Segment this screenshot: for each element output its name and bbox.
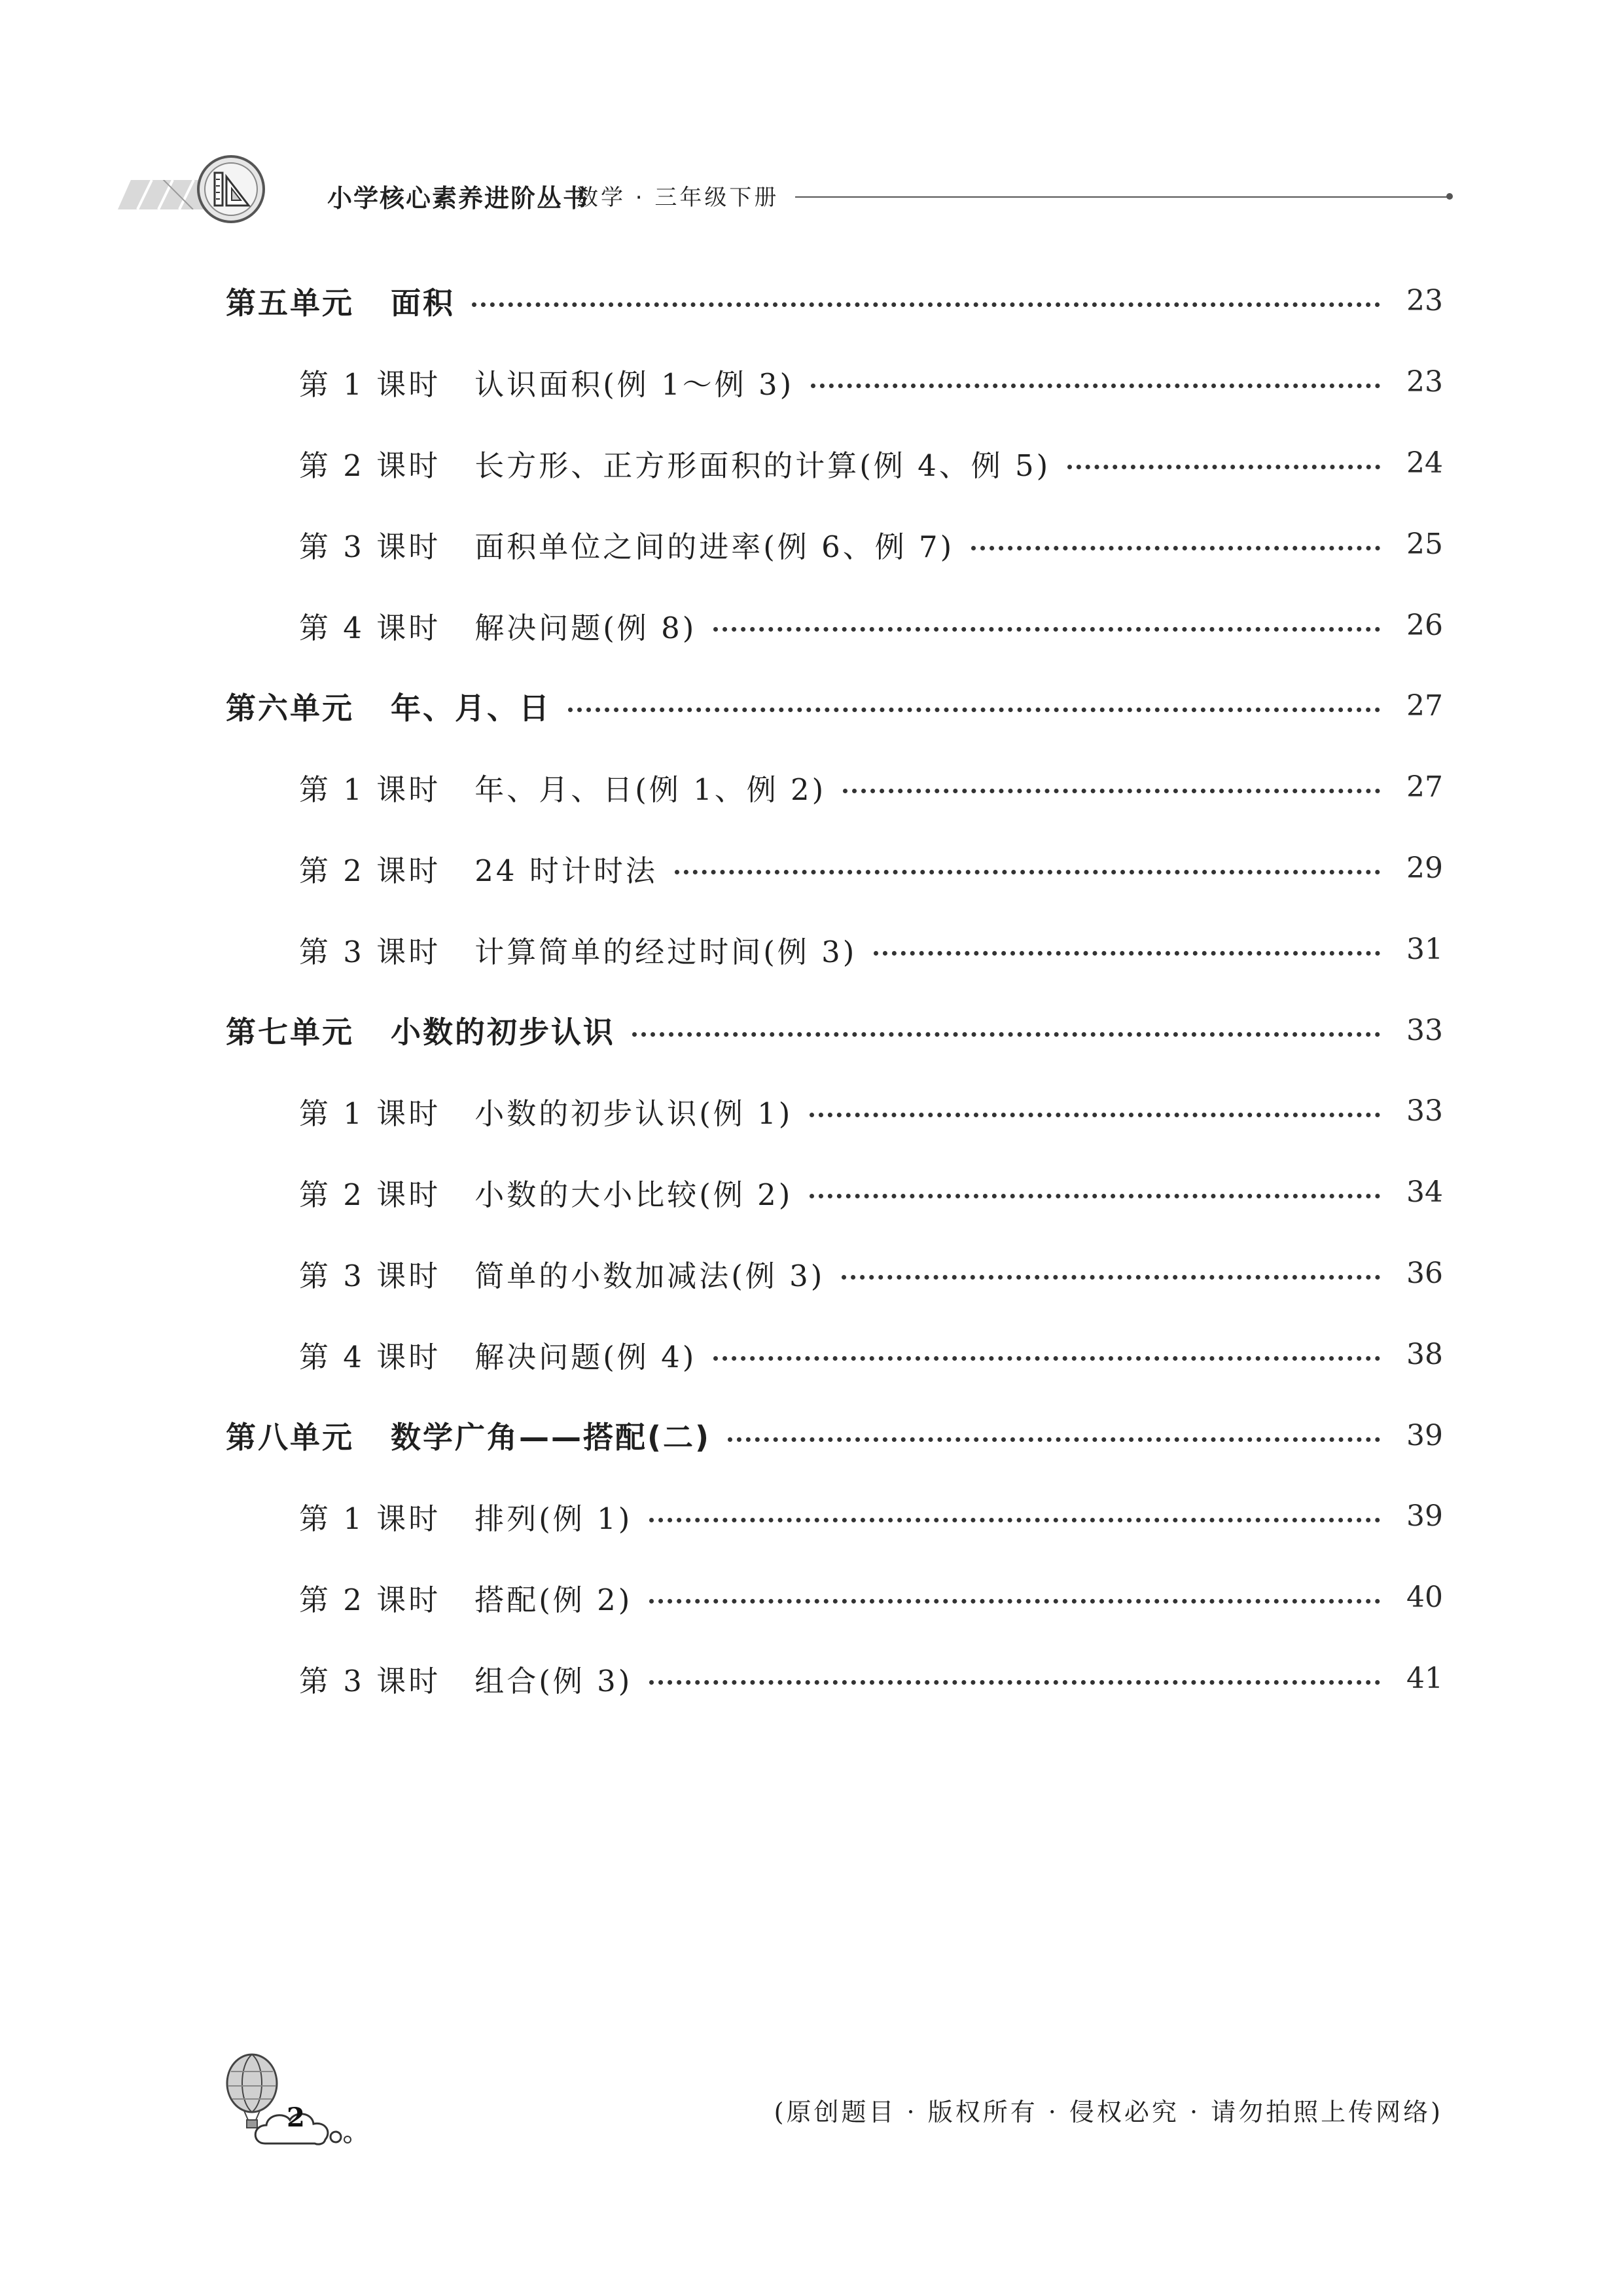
toc-page-number: 40 [1406, 1581, 1443, 1615]
copyright-notice: (原创题目 · 版权所有 · 侵权必究 · 请勿拍照上传网络) [774, 2098, 1443, 2126]
toc-lesson-label: 第 1 课时 [299, 367, 441, 403]
dot-leader [842, 1275, 1380, 1280]
toc-page-number: 33 [1406, 1094, 1443, 1128]
dot-leader [632, 1032, 1380, 1037]
toc-lesson-title: 年、月、日(例 1、例 2) [474, 772, 827, 808]
dot-leader [843, 789, 1380, 793]
toc-unit-title: 数学广角——搭配(二) [391, 1420, 711, 1456]
toc-unit-label: 第八单元 [226, 1420, 354, 1456]
dot-leader [811, 384, 1380, 388]
toc-lesson-row[interactable] [226, 1071, 1443, 1152]
dot-leader [649, 1680, 1380, 1685]
toc-page-number: 24 [1406, 446, 1443, 480]
toc-lesson-title: 小数的初步认识(例 1) [474, 1096, 793, 1132]
toc-lesson-label: 第 2 课时 [299, 853, 441, 888]
toc-unit-label: 第七单元 [226, 1014, 354, 1050]
toc-page-number: 26 [1406, 608, 1443, 642]
toc-page-number: 23 [1406, 284, 1443, 318]
toc-page-number: 29 [1406, 851, 1443, 885]
toc-page-number: 25 [1406, 527, 1443, 561]
toc-unit-row[interactable] [226, 1395, 1443, 1476]
toc-page-number: 41 [1406, 1661, 1443, 1695]
hot-air-balloon-cloud-icon [219, 2052, 370, 2150]
toc-lesson-label: 第 2 课时 [299, 1177, 441, 1213]
toc-unit-title: 年、月、日 [391, 690, 551, 726]
toc-page-number: 38 [1406, 1337, 1443, 1371]
dot-leader [874, 951, 1380, 956]
toc-unit-label: 第五单元 [226, 285, 354, 321]
toc-page-number: 31 [1406, 932, 1443, 966]
toc-lesson-row[interactable] [226, 1476, 1443, 1557]
toc-lesson-row[interactable] [226, 1557, 1443, 1638]
toc-lesson-label: 第 2 课时 [299, 1583, 441, 1618]
toc-lesson-title: 排列(例 1) [474, 1501, 633, 1537]
toc-lesson-title: 简单的小数加减法(例 3) [474, 1258, 825, 1293]
toc-lesson-title: 24 时计时法 [474, 853, 658, 888]
toc-lesson-label: 第 3 课时 [299, 934, 441, 969]
toc-lesson-row[interactable] [226, 503, 1443, 584]
toc-lesson-label: 第 1 课时 [299, 1501, 441, 1537]
toc-lesson-row[interactable] [226, 828, 1443, 909]
toc-lesson-label: 第 3 课时 [299, 1258, 441, 1293]
header-divider-end-dot [1446, 193, 1453, 200]
toc-lesson-row[interactable] [226, 342, 1443, 423]
toc-lesson-label: 第 1 课时 [299, 772, 441, 808]
toc-lesson-row[interactable] [226, 1638, 1443, 1719]
dot-leader [472, 302, 1380, 307]
toc-unit-label: 第六单元 [226, 690, 354, 726]
toc-lesson-title: 解决问题(例 4) [474, 1339, 697, 1374]
toc-unit-row[interactable] [226, 666, 1443, 747]
page-number: 2 [287, 2102, 305, 2133]
toc-lesson-row[interactable] [226, 1233, 1443, 1314]
ruler-triangle-logo-icon [195, 153, 267, 225]
toc-lesson-label: 第 2 课时 [299, 448, 441, 483]
toc-page-number: 36 [1406, 1256, 1443, 1290]
toc-page-number: 39 [1406, 1499, 1443, 1534]
toc-lesson-row[interactable] [226, 747, 1443, 828]
toc-lesson-label: 第 4 课时 [299, 1339, 441, 1374]
toc-lesson-label: 第 4 课时 [299, 610, 441, 645]
toc-lesson-row[interactable] [226, 1314, 1443, 1395]
toc-lesson-title: 搭配(例 2) [474, 1583, 633, 1618]
page-header [118, 144, 1453, 236]
dot-leader [568, 708, 1380, 712]
subject-grade-label: 数学 · 三年级下册 [576, 185, 779, 211]
toc-lesson-title: 面积单位之间的进率(例 6、例 7) [474, 529, 955, 564]
dot-leader [713, 627, 1380, 632]
toc-page-number: 27 [1406, 770, 1443, 804]
dot-leader [675, 870, 1380, 874]
dot-leader [649, 1599, 1380, 1604]
toc-lesson-row[interactable] [226, 423, 1443, 504]
dot-leader [713, 1356, 1380, 1361]
series-title: 小学核心素养进阶丛书 [327, 184, 590, 213]
toc-lesson-title: 组合(例 3) [474, 1663, 633, 1698]
toc-page-number: 33 [1406, 1013, 1443, 1047]
dot-leader [1067, 465, 1380, 469]
toc-unit-title: 面积 [391, 285, 455, 321]
dot-leader [728, 1437, 1380, 1442]
toc-page-number: 23 [1406, 365, 1443, 399]
toc-unit-title: 小数的初步认识 [391, 1014, 615, 1050]
toc-unit-row[interactable] [226, 260, 1443, 342]
dot-leader [810, 1113, 1380, 1117]
toc-lesson-row[interactable] [226, 908, 1443, 990]
toc-lesson-title: 长方形、正方形面积的计算(例 4、例 5) [474, 448, 1051, 483]
dot-leader [649, 1518, 1380, 1522]
toc-lesson-row[interactable] [226, 584, 1443, 666]
toc-lesson-label: 第 3 课时 [299, 529, 441, 564]
toc-lesson-title: 计算简单的经过时间(例 3) [474, 934, 857, 969]
header-divider [795, 196, 1450, 198]
toc-lesson-title: 认识面积(例 1～例 3) [474, 367, 794, 403]
toc-lesson-title: 小数的大小比较(例 2) [474, 1177, 793, 1213]
toc-page-number: 27 [1406, 689, 1443, 723]
table-of-contents [226, 260, 1443, 1719]
toc-lesson-label: 第 3 课时 [299, 1663, 441, 1698]
toc-lesson-row[interactable] [226, 1152, 1443, 1233]
toc-lesson-label: 第 1 课时 [299, 1096, 441, 1132]
dot-leader [971, 546, 1380, 550]
toc-page-number: 39 [1406, 1418, 1443, 1452]
toc-lesson-title: 解决问题(例 8) [474, 610, 697, 645]
toc-unit-row[interactable] [226, 990, 1443, 1071]
dot-leader [810, 1194, 1380, 1198]
toc-page-number: 34 [1406, 1175, 1443, 1210]
